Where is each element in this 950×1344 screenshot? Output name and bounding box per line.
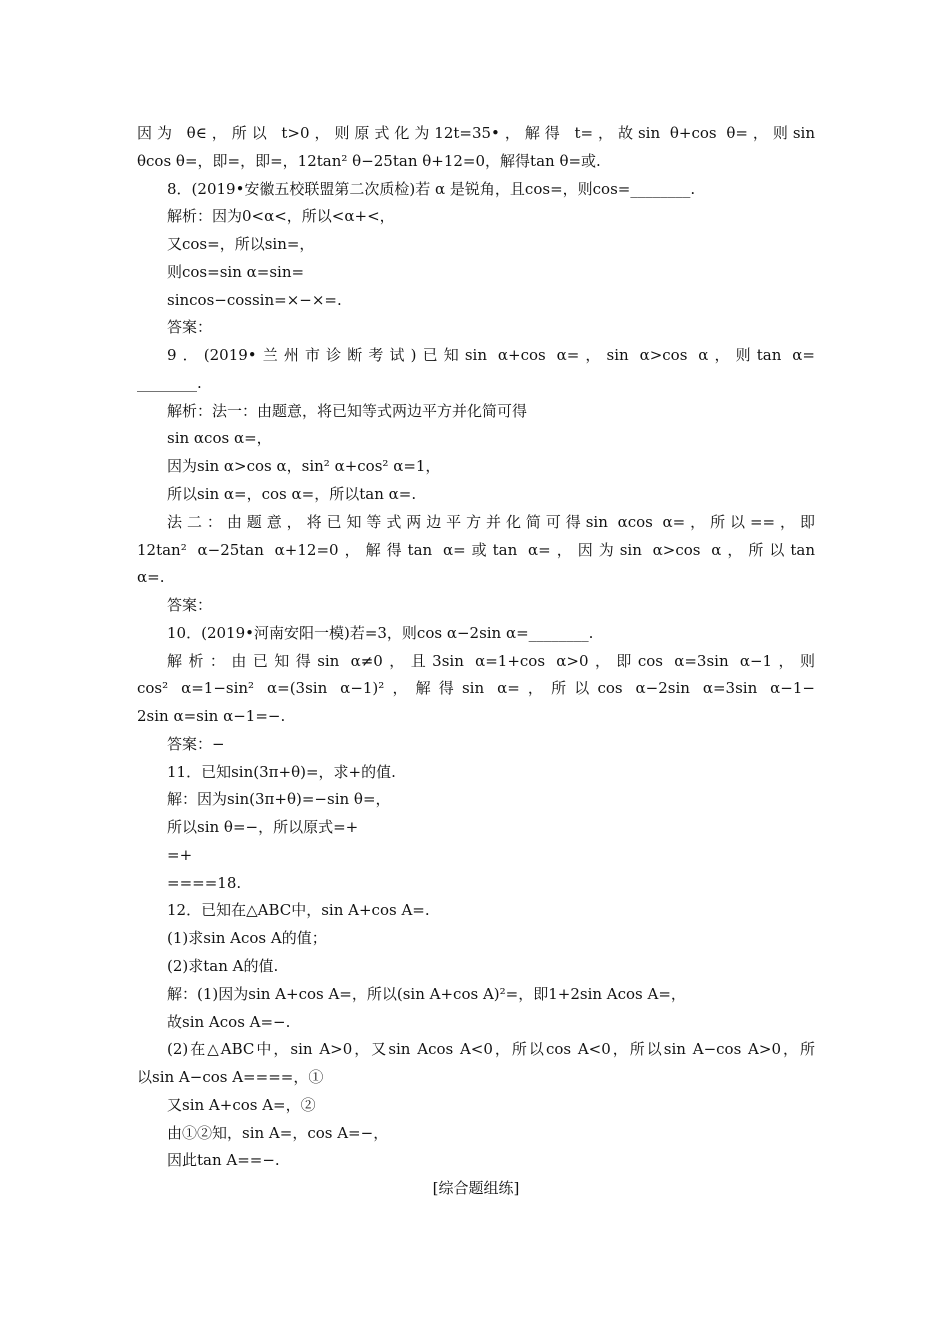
problem-12: 12．已知在△ABC中，sin A+cos A=. [167,901,430,919]
text-line-32: 解：(1)因为sin A+cos A=，所以(sin A+cos A)²=，即1+2sin Acos A=， [167,985,686,1003]
text-line-30: (1)求sin Acos A的值； [167,929,327,947]
problem-10: 10．(2019•河南安阳一模)若=3，则cos α−2sin α=________. [167,624,594,642]
text-line-25: 解：因为sin(3π+θ)=−sin θ=， [167,790,391,808]
text-line-2: θcos θ=，即=，即=，12tan² θ−25tan θ+12=0，解得tan θ=或. [137,152,601,170]
text-line-35: 以sin A−cos A====，① [137,1068,324,1086]
text-line-12: sin αcos α=， [167,429,272,447]
text-line-7: sincos−cossin=×−×=. [167,291,342,309]
text-line-11: 解析：法一：由题意，将已知等式两边平方并化简可得 [167,402,528,420]
text-line-31: (2)求tan A的值. [167,957,279,975]
answer-label-9: 答案： [167,596,213,614]
text-line-17: α=. [137,568,165,586]
text-line-20: 解析：由已知得sin α≠0，且3sin α=1+cos α>0，即cos α=3sin α−1，则 [167,652,815,670]
answer-label-8: 答案： [167,318,213,336]
text-line-26: 所以sin θ=−，所以原式=+ [167,818,359,836]
text-line-37: 由①②知，sin A=，cos A=−， [167,1124,389,1142]
answer-label-10: 答案：− [167,735,225,753]
text-line-1: 因为 θ∈，所以 t>0，则原式化为12t=35•，解得 t=，故sin θ+cos θ=，则sin [137,124,815,142]
text-line-33: 故sin Acos A=−. [167,1013,291,1031]
text-line-4: 解析：因为0<α<，所以<α+<， [167,207,395,225]
text-line-5: 又cos=，所以sin=， [167,235,315,253]
text-line-36: 又sin A+cos A=，② [167,1096,316,1114]
text-line-38: 因此tan A==−. [167,1151,280,1169]
text-line-13: 因为sin α>cos α，sin² α+cos² α=1， [167,457,441,475]
text-line-21: cos² α=1−sin² α=(3sin α−1)²，解得sin α=，所以cos α−2sin α=3sin α−1− [137,679,815,697]
text-line-6: 则cos=sin α=sin= [167,263,305,281]
text-line-22: 2sin α=sin α−1=−. [137,707,286,725]
section-heading: [综合题组练] [432,1179,520,1197]
problem-9: 9．(2019•兰州市诊断考试)已知sin α+cos α=，sin α>cos α，则tan α= [167,346,815,364]
text-line-28: ====18. [167,874,242,892]
text-line-15: 法二：由题意，将已知等式两边平方并化简可得sin αcos α=，所以==，即 [167,513,815,531]
text-line-10: ________. [137,374,202,392]
text-line-27: =+ [167,846,193,864]
text-line-34: (2)在△ABC中，sin A>0，又sin Acos A<0，所以cos A<0，所以sin A−cos A>0，所 [167,1040,815,1058]
text-line-14: 所以sin α=，cos α=，所以tan α=. [167,485,417,503]
problem-11: 11．已知sin(3π+θ)=，求+的值. [167,763,396,781]
problem-8: 8．(2019•安徽五校联盟第二次质检)若 α 是锐角，且cos=，则cos=________. [167,180,696,198]
text-line-16: 12tan² α−25tan α+12=0，解得tan α=或tan α=，因为sin α>cos α，所以tan [137,541,815,559]
